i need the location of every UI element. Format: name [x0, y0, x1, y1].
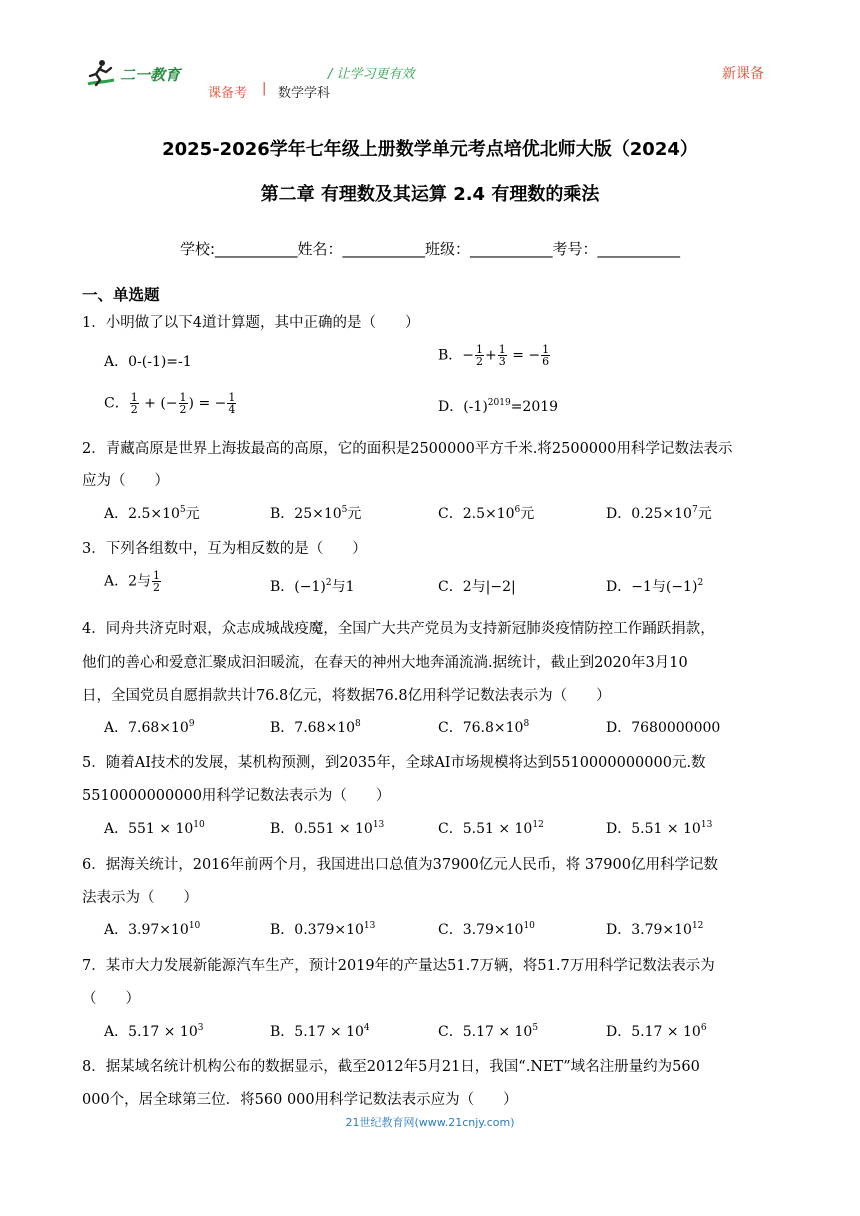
- q2-stem-line-1: 2．青藏高原是世界上海拔最高的高原，它的面积是2500000平方千米.将2500000用科学记数法表示: [82, 441, 733, 457]
- q5-stem-line-2: 5510000000000用科学记数法表示为（ ）: [82, 788, 391, 804]
- section-title: 一、单选题: [82, 286, 160, 304]
- header-divider: |: [262, 81, 267, 96]
- header-right-label: 新课备: [722, 66, 764, 82]
- q4-stem-line-2: 他们的善心和爱意汇聚成汩汩暖流，在春天的神州大地奔涌流淌.据统计，截止到2020年3月10: [82, 655, 688, 671]
- q2-option-b: B．$25\times 10^5$元: [270, 505, 362, 522]
- q5-option-a: A．$551 \times 10^{10}$: [104, 820, 205, 837]
- q2-option-c: C．$2.5\times 10^6$元: [438, 505, 535, 522]
- q6-option-d: D．$3.79\times 10^{12}$: [606, 921, 704, 938]
- q7-stem-line-1: 7．某市大力发展新能源汽车生产，预计2019年的产量达51.7万辆，将51.7万用科学记数法表示为: [82, 958, 715, 974]
- q6-option-a: A．$3.97\times 10^{10}$: [104, 921, 201, 938]
- q5-option-b: B．$0.551 \times 10^{13}$: [270, 820, 385, 837]
- runner-logo-icon: [84, 58, 118, 88]
- q3-option-a: A．2与 $\frac{1}{2}$: [104, 569, 161, 594]
- q1-option-d: D．$(-1)^{2019}=2019$: [438, 398, 559, 415]
- logo: [84, 58, 194, 90]
- q4-stem-line-3: 日，全国党员自愿捐款共计76.8亿元，将数据76.8亿用科学记数法表示为（ ）: [82, 688, 611, 704]
- header-subject: 数学学科: [278, 86, 331, 101]
- title-line-2: 第二章 有理数及其运算 2.4 有理数的乘法: [260, 184, 600, 205]
- q7-stem-line-2: （ ）: [82, 991, 140, 1007]
- q6-option-b: B．$0.379\times 10^{13}$: [270, 921, 376, 938]
- q4-option-b: B．$7.68\times 10^8$: [270, 719, 361, 736]
- q7-option-a: A．$5.17 \times 10^3$: [104, 1023, 204, 1040]
- q3-option-b: B．$(-1)^2$与1: [270, 578, 355, 595]
- q1-option-b: B．− $\frac{1}{2}$ + $\frac{1}{3}$ = − $\frac{1}{6}$: [438, 343, 550, 368]
- q3-option-d: D．−1与$(-1)^2$: [606, 578, 704, 595]
- q4-option-c: C．$76.8\times 10^8$: [438, 719, 530, 736]
- header-left-label: 课备考: [208, 86, 248, 101]
- header-slogan: / 让学习更有效: [328, 67, 415, 82]
- q2-option-d: D．$0.25\times 10^7$元: [606, 505, 712, 522]
- q8-stem-line-2: 000个，居全球第三位．将560 000用科学记数法表示应为（ ）: [82, 1092, 518, 1108]
- q1-option-a: A．0-(-1)=-1: [104, 354, 192, 370]
- footer-link[interactable]: 21世纪教育网(www.21cnjy.com): [345, 1116, 515, 1129]
- title-line-1: 2025-2026学年七年级上册数学单元考点培优北师大版（2024）: [162, 139, 698, 160]
- q7-option-c: C．$5.17 \times 10^5$: [438, 1023, 539, 1040]
- q8-stem-line-1: 8．据某域名统计机构公布的数据显示，截至2012年5月21日，我国“.NET”域名注册量约为560: [82, 1059, 700, 1075]
- q7-option-b: B．$5.17 \times 10^4$: [270, 1023, 370, 1040]
- q5-option-d: D．$5.51 \times 10^{13}$: [606, 820, 713, 837]
- q6-stem-line-2: 法表示为（ ）: [82, 890, 198, 906]
- q4-option-a: A．$7.68\times 10^9$: [104, 719, 195, 736]
- q6-option-c: C．$3.79\times 10^{10}$: [438, 921, 535, 938]
- student-info-line: 学校:___________姓名：___________班级：___________考号：___________: [179, 240, 681, 258]
- q1-option-c: C． $\frac{1}{2}$ + (− $\frac{1}{2}$ ) = − $\frac{1}{4}$: [104, 391, 236, 416]
- q3-stem: 3．下列各组数中，互为相反数的是（ ）: [82, 541, 367, 557]
- q6-stem-line-1: 6．据海关统计，2016年前两个月，我国进出口总值为37900亿元人民币，将 37900亿用科学记数: [82, 857, 718, 873]
- q4-option-d: D．7680000000: [606, 720, 721, 736]
- q4-stem-line-1: 4．同舟共济克时艰，众志成城战疫魔，全国广大共产党员为支持新冠肺炎疫情防控工作踊跃捐款，: [82, 621, 715, 637]
- q5-stem-line-1: 5．随着AI技术的发展，某机构预测，到2035年，全球AI市场规模将达到5510000000000元.数: [82, 755, 706, 771]
- q2-stem-line-2: 应为（ ）: [82, 473, 169, 489]
- q5-option-c: C．$5.51 \times 10^{12}$: [438, 820, 544, 837]
- q2-option-a: A．$2.5\times 10^5$元: [104, 505, 200, 522]
- q7-option-d: D．$5.17 \times 10^6$: [606, 1023, 707, 1040]
- q1-stem: 1．小明做了以下4道计算题，其中正确的是（ ）: [82, 315, 420, 331]
- logo-text: 二一教育: [120, 66, 181, 84]
- q3-option-c: C．2与|−2|: [438, 579, 516, 595]
